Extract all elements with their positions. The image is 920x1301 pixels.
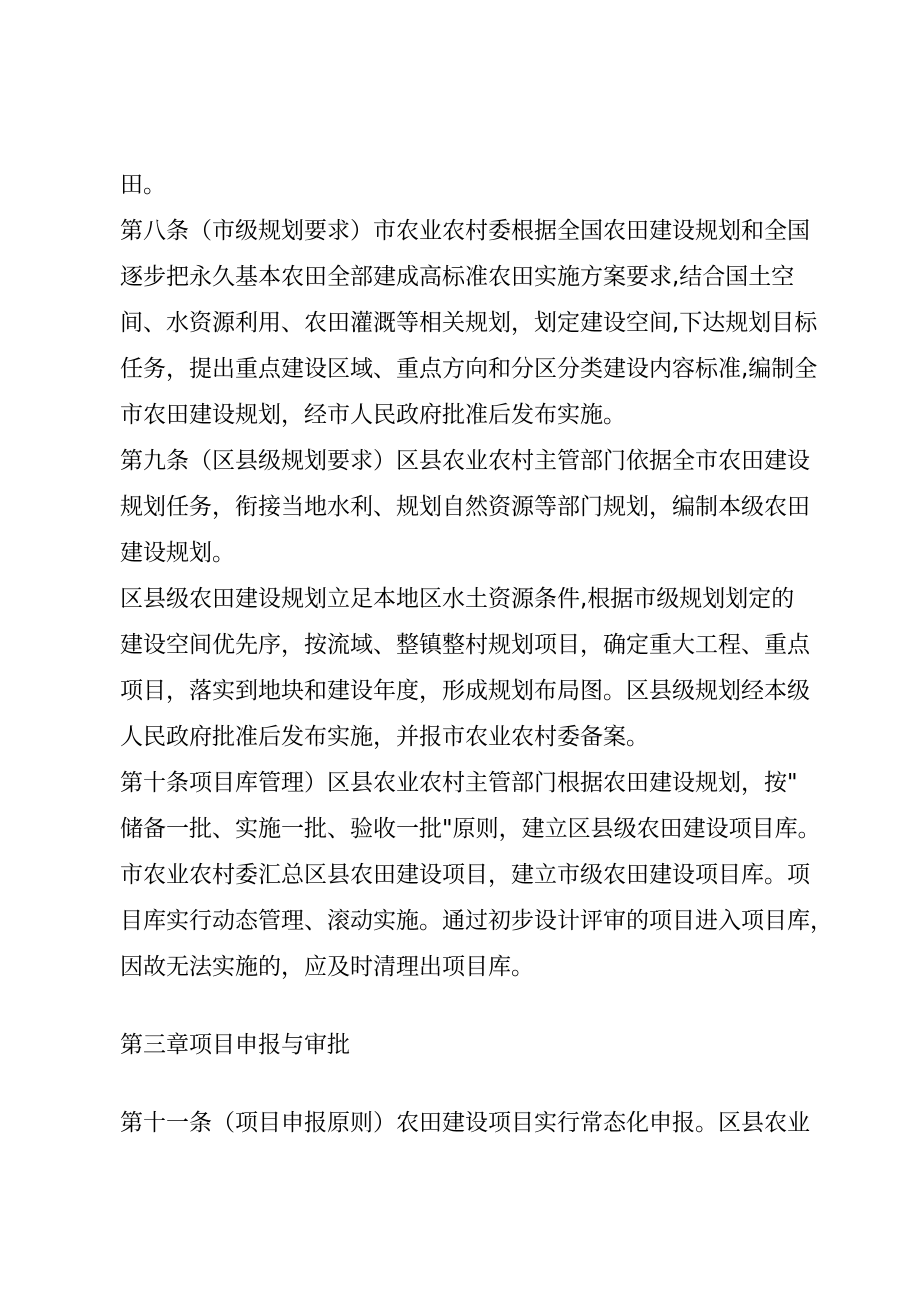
text-line: 第九条（区县级规划要求）区县农业农村主管部门依据全市农田建设	[120, 448, 810, 474]
text-line: 储备一批、实施一批、验收一批"原则，建立区县级农田建设项目库。	[120, 816, 821, 842]
text-line: 项目，落实到地块和建设年度，形成规划布局图。区县级规划经本级	[120, 678, 810, 704]
text-line: 因故无法实施的，应及时清理出项目库。	[120, 954, 534, 980]
text-line: 目库实行动态管理、滚动实施。通过初步设计评审的项目进入项目库，	[120, 908, 833, 934]
document-body	[120, 162, 833, 1146]
text-line: 建设规划。	[120, 540, 235, 566]
section-gap	[120, 1068, 820, 1100]
text-line: 人民政府批准后发布实施，并报市农业农村委备案。	[120, 724, 649, 750]
text-line: 区县级农田建设规划立足本地区水土资源条件,根据市级规划划定的	[120, 586, 795, 612]
text-line: 间、水资源利用、农田灌溉等相关规划，划定建设空间,下达规划目标	[120, 310, 818, 336]
text-line: 田。	[120, 172, 166, 198]
section-gap	[120, 990, 820, 1022]
text-line: 市农业农村委汇总区县农田建设项目，建立市级农田建设项目库。项	[120, 862, 810, 888]
text-line: 第十条项目库管理）区县农业农村主管部门根据农田建设规划，按"	[120, 770, 798, 796]
chapter-heading: 第三章项目申报与审批	[120, 1032, 350, 1058]
text-line: 规划任务，衔接当地水利、规划自然资源等部门规划，编制本级农田	[120, 494, 810, 520]
text-line: 逐步把永久基本农田全部建成高标准农田实施方案要求,结合国土空	[120, 264, 795, 290]
text-line: 任务，提出重点建设区域、重点方向和分区分类建设内容标准,编制全	[120, 356, 818, 382]
text-line: 建设空间优先序，按流域、整镇整村规划项目，确定重大工程、重点	[120, 632, 810, 658]
text-line: 第八条（市级规划要求）市农业农村委根据全国农田建设规划和全国	[120, 218, 810, 244]
text-line: 第十一条（项目申报原则）农田建设项目实行常态化申报。区县农业	[120, 1110, 810, 1136]
text-line: 市农田建设规划，经市人民政府批准后发布实施。	[120, 402, 626, 428]
